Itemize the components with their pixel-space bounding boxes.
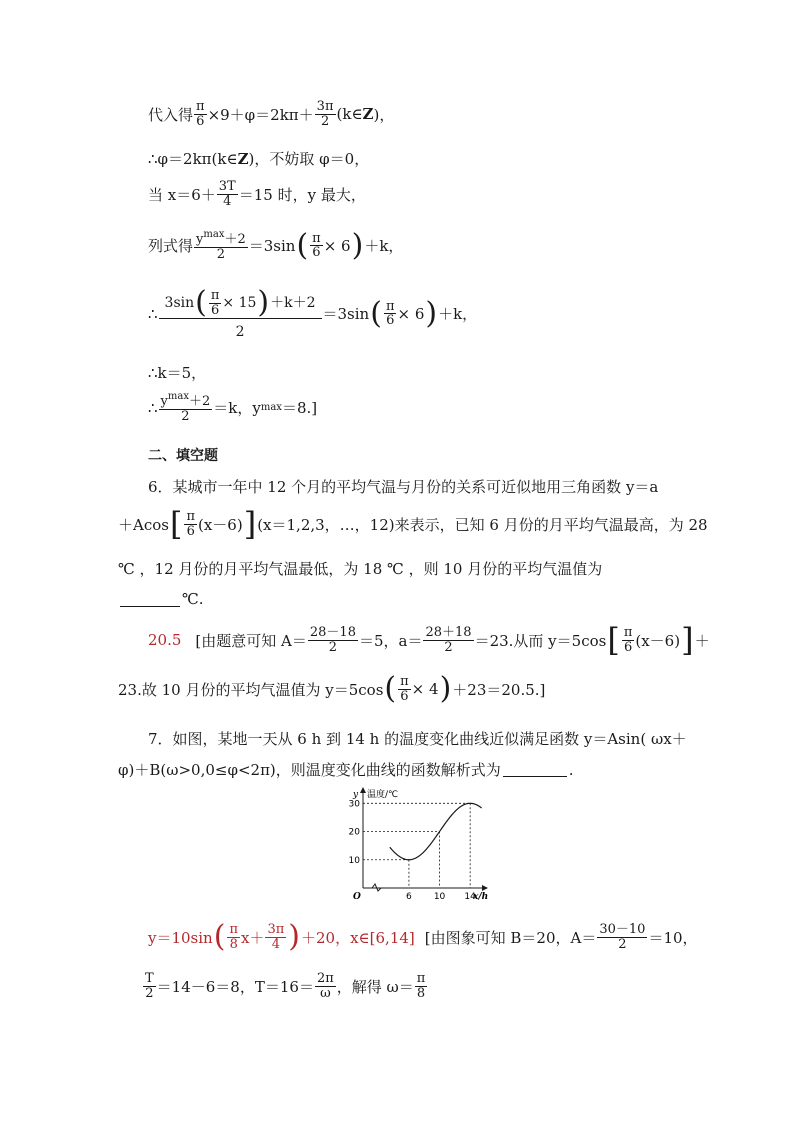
right-paren: ) (257, 285, 270, 320)
fraction (265, 923, 286, 951)
fraction (398, 675, 411, 703)
dashed-guides (363, 803, 470, 888)
numerator: π (416, 971, 426, 986)
right-paren: ) (439, 671, 452, 706)
denominator: 6 (623, 639, 633, 655)
answer-blank[interactable] (120, 592, 180, 607)
text: ＋Acos (118, 515, 169, 534)
denominator: 2 (181, 408, 190, 424)
numerator: π (229, 921, 238, 937)
q6-line3 (118, 558, 602, 579)
text: ＋20，x∈[6,14] (301, 928, 415, 947)
max-subscript: max (260, 402, 282, 414)
denominator: 2 (320, 113, 330, 129)
fraction (159, 392, 213, 423)
numerator: π (196, 99, 205, 114)
numerator: π (210, 287, 220, 303)
left-paren: ( (384, 671, 397, 706)
numerator: 28－18 (309, 624, 356, 640)
section-title (148, 445, 218, 465)
q7-answer-line1 (148, 919, 698, 954)
solution5-line4 (148, 227, 404, 263)
fraction (597, 923, 647, 951)
fraction (217, 180, 238, 208)
solution5-line3 (148, 180, 366, 208)
text: ×9＋φ＝2kπ＋ (207, 105, 314, 124)
denominator: 2 (618, 936, 627, 952)
numerator: 3T (218, 179, 236, 194)
text: × 15 (222, 294, 257, 311)
fraction (143, 972, 156, 1000)
text: ∴φ＝2kπ(k∈ (148, 150, 238, 168)
text: ＝10， (648, 928, 698, 947)
y-tick-label: 30 (348, 799, 360, 810)
denominator: 6 (210, 302, 220, 318)
denominator: ω (320, 985, 331, 1001)
right-paren: ) (351, 227, 364, 263)
q6-line4 (118, 590, 204, 608)
x-tick-label: 10 (433, 892, 446, 902)
big-fraction (159, 285, 322, 340)
text: ＋k， (364, 237, 404, 256)
denominator: 6 (312, 245, 321, 261)
left-paren: ( (296, 227, 309, 263)
bold-z: Z (237, 149, 249, 168)
fraction (209, 289, 222, 317)
denominator: 2 (216, 246, 226, 262)
solution5-line1 (148, 100, 394, 128)
temperature-chart (335, 784, 495, 910)
numerator: 2π (316, 971, 334, 986)
text: 6．某城市一年中 12 个月的平均气温与月份的关系可近似地用三角函数 y＝a (148, 478, 659, 496)
text: ℃ ，12 月份的月平均气温最低，为 18 ℃ ，则 10 月份的平均气温值为 (118, 560, 603, 578)
text: × 6 (397, 304, 425, 323)
q7-line2 (118, 759, 574, 780)
text: ＝8.] (281, 399, 318, 418)
denominator: 2 (145, 985, 154, 1001)
fraction (194, 230, 248, 261)
denominator: 2 (444, 639, 453, 655)
text: 3sin (164, 294, 195, 311)
numerator (159, 285, 322, 320)
q6-answer-line2 (118, 671, 546, 706)
answer-blank[interactable] (503, 762, 567, 777)
text: ＋2 (189, 394, 211, 409)
fraction (315, 100, 336, 128)
x-tick-label: 6 (406, 892, 412, 902)
text: φ)＋B(ω>0,0≤φ<2π)，则温度变化曲线的函数解析式为 (118, 761, 501, 779)
right-paren: ) (425, 295, 438, 331)
fraction (184, 510, 197, 538)
fraction (423, 626, 473, 654)
fraction (622, 626, 635, 654)
text: [由题意可知 A＝ (195, 631, 307, 650)
text: ∴ (148, 398, 158, 417)
numerator: π (385, 298, 395, 314)
text: )，不妨取 φ＝0， (248, 150, 370, 168)
origin-label: O (353, 892, 361, 902)
q7-line1 (148, 728, 687, 749)
left-paren: ( (370, 295, 382, 331)
numerator: π (623, 624, 633, 640)
solution5-line5 (148, 285, 478, 340)
text: 23.故 10 月份的平均气温值为 y＝5cos (118, 680, 384, 699)
text: (k∈ (336, 105, 363, 124)
text: ＋k， (438, 305, 478, 324)
numerator: 28＋18 (425, 624, 472, 640)
denominator: 8 (416, 985, 426, 1001)
denominator: 6 (386, 313, 395, 329)
numerator: 30－10 (599, 921, 646, 937)
y-symbol: y (196, 232, 204, 247)
text: ＋2 (224, 232, 246, 247)
text: ＋23＝20.5.] (452, 680, 546, 699)
text: 列式得 (148, 237, 194, 256)
numerator: π (400, 673, 409, 689)
denominator: 6 (400, 688, 409, 704)
text: (x＝1,2,3，…，12)来表示，已知 6 月份的月平均气温最高，为 28 (257, 515, 708, 534)
numerator: T (145, 971, 154, 986)
right-bracket: ] (681, 621, 694, 659)
text: ℃. (182, 590, 204, 608)
x-tick-label: 14 (464, 892, 476, 902)
text: x＋ (240, 928, 265, 947)
numerator: π (186, 508, 195, 524)
text: ＝3sin (322, 305, 370, 324)
fraction (194, 100, 207, 128)
denominator: 4 (223, 193, 232, 209)
y-tick-label: 20 (348, 827, 360, 838)
bold-z: Z (362, 105, 374, 124)
text: ＝3sin (248, 237, 296, 256)
left-paren: ( (213, 919, 226, 954)
ticks (349, 799, 477, 902)
left-bracket: [ (169, 505, 183, 543)
text: ∴k＝5， (148, 364, 207, 382)
numerator: 3π (316, 99, 334, 114)
right-paren: ) (288, 919, 300, 954)
denominator: 2 (328, 639, 338, 655)
text: (x－6) (198, 515, 243, 534)
y-axis-label: 温度/℃ (367, 790, 399, 800)
text: . (568, 760, 574, 779)
q7-line3 (142, 972, 428, 1000)
denominator: 4 (271, 936, 280, 952)
left-bracket: [ (607, 621, 620, 659)
text: ＝14－6＝8，T＝16＝ (156, 977, 314, 996)
text: ＝23.从而 y＝5cos (474, 631, 607, 650)
solution5-line7 (148, 392, 317, 423)
text: y＝10sin (148, 928, 213, 947)
max-label: max (203, 229, 225, 240)
text: × 6 (323, 236, 351, 255)
text: ＋k＋2 (270, 294, 316, 311)
text: )， (373, 105, 395, 124)
answer-value: 20.5 (148, 631, 182, 649)
answer-expression (148, 919, 415, 954)
denominator: 8 (229, 936, 238, 952)
denominator: 6 (186, 523, 195, 539)
fraction (308, 626, 358, 654)
y-symbol: y (160, 394, 168, 409)
text: × 4 (411, 680, 439, 698)
denominator: 6 (196, 113, 205, 129)
text: 代入得 (148, 105, 194, 124)
q6-line2 (118, 505, 708, 543)
text: ＝15 时，y 最大， (238, 185, 366, 204)
section-title-text: 二、填空题 (148, 448, 218, 464)
numerator (194, 230, 248, 248)
y-axis-letter: y (353, 790, 359, 800)
text: [由图象可知 B＝20，A＝ (424, 928, 597, 947)
numerator: 3π (267, 921, 285, 937)
q6-answer-line1 (148, 621, 710, 659)
text: ＋ (694, 631, 710, 650)
solution5-line6 (148, 362, 206, 383)
numerator (159, 392, 213, 410)
text: ＝5，a＝ (358, 631, 423, 650)
y-tick-label: 10 (348, 855, 360, 866)
numerator: π (312, 230, 321, 246)
fraction (310, 232, 323, 260)
text: ＝k，y (213, 399, 261, 418)
solution5-line2 (148, 148, 369, 169)
text: ∴ (148, 304, 158, 323)
q6-line1 (148, 476, 658, 497)
text: 7．如图，某地一天从 6 h 到 14 h 的温度变化曲线近似满足函数 y＝Asin( ωx＋ (148, 730, 687, 748)
fraction (227, 923, 240, 951)
text: 当 x＝6＋ (148, 185, 216, 204)
x-axis-label: x/h (473, 892, 489, 902)
text: (x－6) (635, 631, 681, 650)
fraction (384, 300, 397, 328)
denominator: 2 (235, 324, 245, 340)
left-paren: ( (195, 285, 207, 320)
max-label: max (167, 391, 189, 402)
fraction (315, 972, 336, 1000)
right-bracket: ] (243, 505, 257, 543)
fraction (415, 972, 428, 1000)
text: ，解得 ω＝ (336, 977, 414, 996)
